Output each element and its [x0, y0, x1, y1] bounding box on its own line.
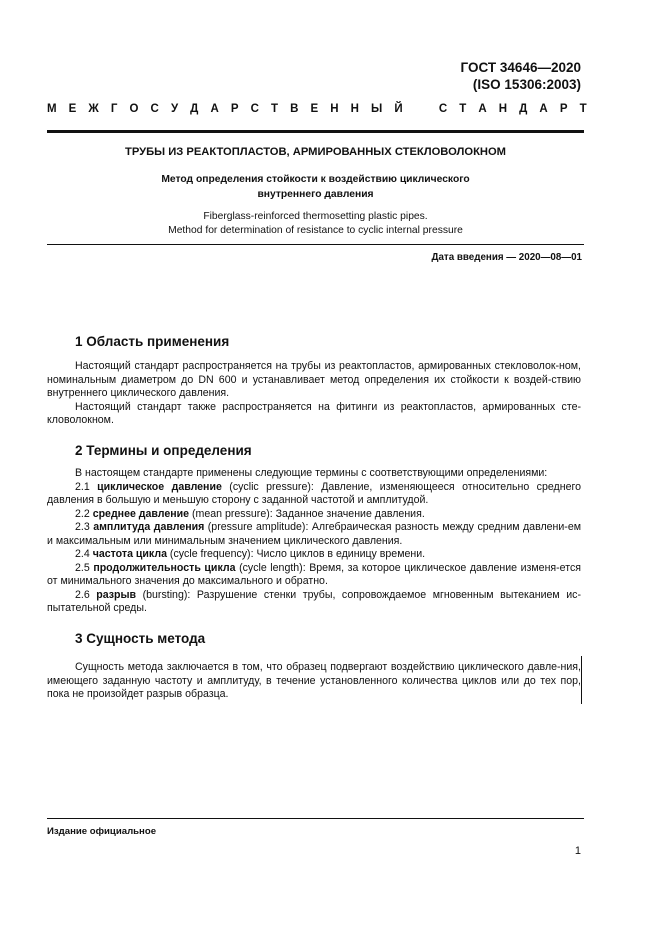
section-3-body — [47, 661, 581, 702]
banner-letter: У — [170, 103, 179, 115]
definition-number: 2.3 — [75, 521, 90, 534]
banner-letter: Е — [310, 103, 319, 115]
paragraph: В настоящем стандарте применены следующие термины с соответствующими определениями: — [75, 467, 548, 479]
paragraph: Настоящий стандарт также распространяется на фитинги из реактопластов, армированных сте-кловолокном. — [47, 400, 581, 427]
banner-letter: Н — [350, 103, 359, 115]
definition-text: (bursting): Разрушение стенки трубы, сопровождаемое мгновенным вытеканием ис-пытательной среды. — [47, 588, 581, 615]
banner-letter: Т — [270, 103, 279, 115]
banner-letter: С — [150, 103, 159, 115]
banner-letter: Ы — [371, 103, 383, 115]
definition-term: продолжительность цикла — [93, 561, 236, 574]
definition-term: разрыв — [96, 588, 137, 601]
interstate-standard-banner — [47, 103, 587, 115]
banner-letter: В — [290, 103, 299, 115]
definition-item — [47, 548, 581, 562]
footer-divider — [47, 818, 584, 819]
banner-letter: Г — [110, 103, 118, 115]
banner-letter: С — [438, 103, 448, 115]
official-edition-label: Издание официальное — [47, 826, 157, 837]
document-code — [461, 60, 581, 93]
definition-text: (mean pressure): Заданное значение давления. — [189, 507, 425, 520]
document-title: ТРУБЫ ИЗ РЕАКТОПЛАСТОВ, АРМИРОВАННЫХ СТЕКЛОВОЛОКНОМ — [124, 146, 506, 158]
definition-text: (cyclic pressure): Давление, изменяющееся относительно среднего давления в большую и меньшую сторону с заданной частотой и амплитудой. — [47, 480, 581, 507]
banner-letter: Й — [394, 103, 403, 115]
section-1-body — [47, 360, 581, 428]
definition-number: 2.5 — [75, 561, 90, 574]
definition-item — [47, 589, 581, 616]
definition-item — [47, 562, 581, 589]
iso-number: (ISO 15306:2003) — [472, 76, 581, 92]
definition-text: (cycle frequency): Число циклов в единицу времени. — [166, 548, 426, 561]
banner-letter: Н — [498, 103, 508, 115]
definition-number: 2.4 — [75, 548, 90, 561]
banner-letter: Н — [330, 103, 339, 115]
definition-number: 2.6 — [75, 588, 90, 601]
definition-number: 2.2 — [75, 507, 90, 520]
section-3-heading: 3 Сущность метода — [75, 631, 206, 646]
subtitle-line: Метод определения стойкости к воздействию циклического — [161, 174, 470, 185]
banner-letter: А — [478, 103, 487, 115]
banner-letter: Е — [68, 103, 77, 115]
introduction-date: Дата введения — 2020—08—01 — [431, 252, 582, 263]
definition-number: 2.1 — [75, 480, 90, 493]
definition-term: частота цикла — [92, 548, 167, 561]
banner-letter: Т — [579, 103, 587, 115]
definition-text: (pressure amplitude): Алгебраическая разность между средним давлени-ем и максимальным или минимальным значением циклического давления. — [47, 521, 581, 547]
page-number: 1 — [574, 845, 581, 857]
english-title-line: Method for determination of resistance to cyclic internal pressure — [168, 225, 463, 236]
definition-item — [47, 508, 581, 522]
banner-letter: Ж — [88, 103, 99, 115]
change-bar — [581, 656, 582, 704]
header-divider-thick — [47, 130, 584, 133]
section-1-heading: 1 Область применения — [75, 334, 230, 349]
banner-letter: А — [539, 103, 548, 115]
banner-letter: С — [250, 103, 259, 115]
definition-term: циклическое давление — [97, 480, 222, 493]
title-divider — [47, 244, 584, 245]
banner-letter: Р — [559, 103, 568, 115]
banner-letter: Д — [190, 103, 199, 115]
english-title — [47, 210, 584, 238]
banner-letter: О — [129, 103, 139, 115]
definition-term: амплитуда давления — [93, 521, 205, 534]
banner-letter: Р — [230, 103, 239, 115]
definition-term: среднее давление — [92, 507, 190, 520]
banner-letter: Д — [519, 103, 528, 115]
paragraph: Настоящий стандарт распространяется на трубы из реактопластов, армированных стекловолок-ном, номинальным диаметром до DN 600 и устанавливает метод определения их стойкости к воздей-ствию внутреннего циклического давления. — [47, 360, 581, 400]
definition-text: (cycle length): Время, за которое циклическое давление изменя-ется от минимального значения до максимального и обратно. — [47, 561, 581, 588]
gost-number: ГОСТ 34646—2020 — [460, 60, 581, 75]
subtitle-line: внутреннего давления — [257, 188, 374, 200]
banner-letter: А — [210, 103, 219, 115]
banner-letter: Т — [459, 103, 467, 115]
definition-item — [47, 521, 581, 548]
paragraph: Сущность метода заключается в том, что образец подвергают воздействию циклического давле-ния, имеющего заданную частоту и амплитуду, в течение установленного количества циклов или до тех пор, пока не произойдет разрыв образца. — [47, 661, 581, 701]
section-2-heading: 2 Термины и определения — [75, 443, 252, 458]
section-2-body — [47, 467, 581, 616]
document-subtitle — [47, 173, 584, 202]
english-title-line: Fiberglass-reinforced thermosetting plastic pipes. — [203, 211, 428, 222]
banner-letter: М — [47, 103, 57, 115]
definition-item — [47, 481, 581, 508]
